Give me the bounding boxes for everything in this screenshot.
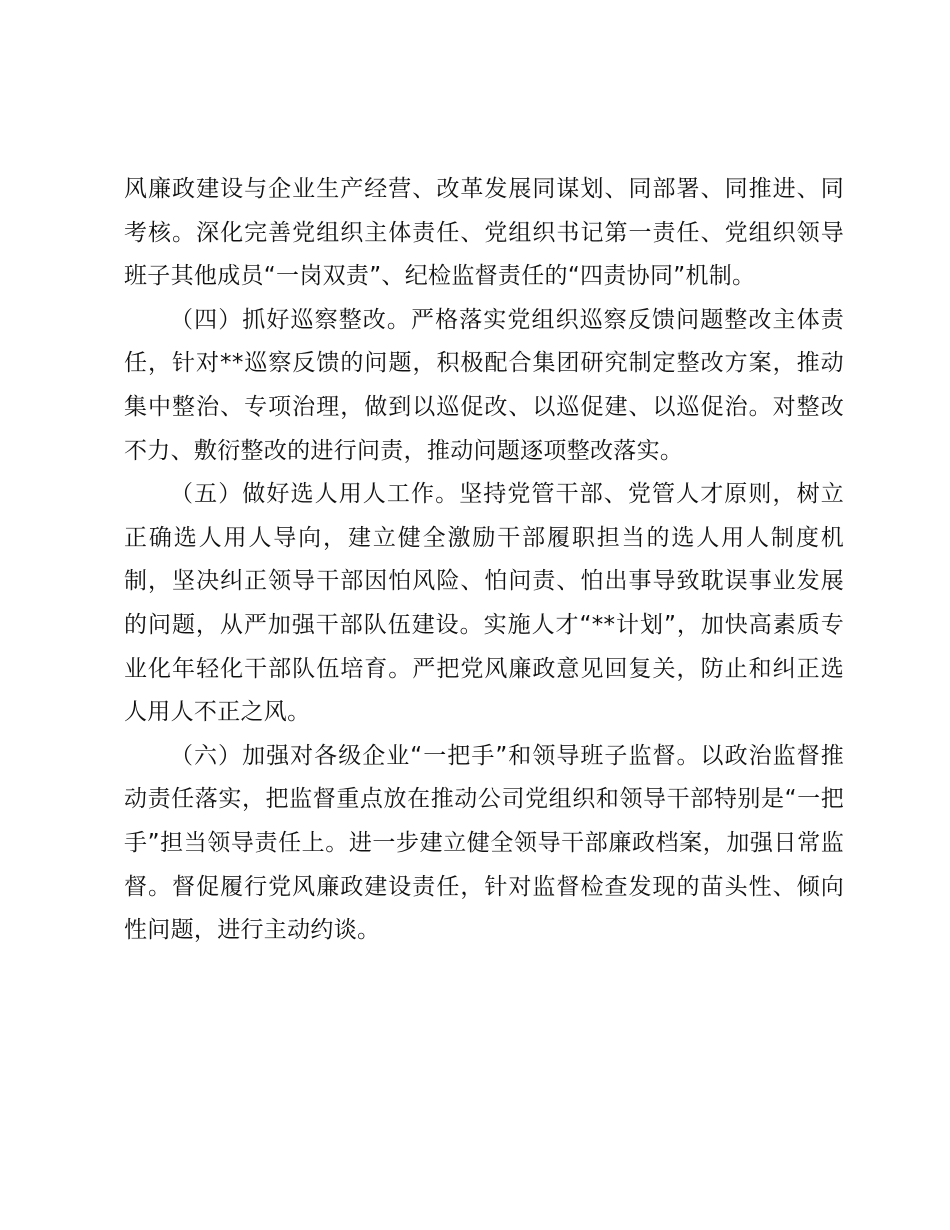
document-body: [124, 168, 844, 953]
paragraph-inspection-rectification: （四）抓好巡察整改。严格落实党组织巡察反馈问题整改主体责任，针对**巡察反馈的问题，积极配合集团研究制定整改方案，推动集中整治、专项治理，做到以巡促改、以巡促建、以巡促治。对整改不力、敷衍整改的进行问责，推动问题逐项整改落实。: [124, 306, 844, 464]
paragraph-continuation: 风廉政建设与企业生产经营、改革发展同谋划、同部署、同推进、同考核。深化完善党组织主体责任、党组织书记第一责任、党组织领导班子其他成员“一岗双责”、纪检监督责任的“四责协同”机制。: [124, 176, 844, 290]
paragraph-personnel-selection: （五）做好选人用人工作。坚持党管干部、党管人才原则，树立正确选人用人导向，建立健全激励干部履职担当的选人用人制度机制，坚决纠正领导干部因怕风险、怕问责、怕出事导致耽误事业发展的问题，从严加强干部队伍建设。实施人才“**计划”，加快高素质专业化年轻化干部队伍培育。严把党风廉政意见回复关，防止和纠正选人用人不正之风。: [124, 481, 844, 726]
paragraph-leadership-supervision: （六）加强对各级企业“一把手”和领导班子监督。以政治监督推动责任落实，把监督重点放在推动公司党组织和领导干部特别是“一把手”担当领导责任上。进一步建立健全领导干部廉政档案，加强日常监督。督促履行党风廉政建设责任，针对监督检查发现的苗头性、倾向性问题，进行主动约谈。: [124, 742, 844, 944]
